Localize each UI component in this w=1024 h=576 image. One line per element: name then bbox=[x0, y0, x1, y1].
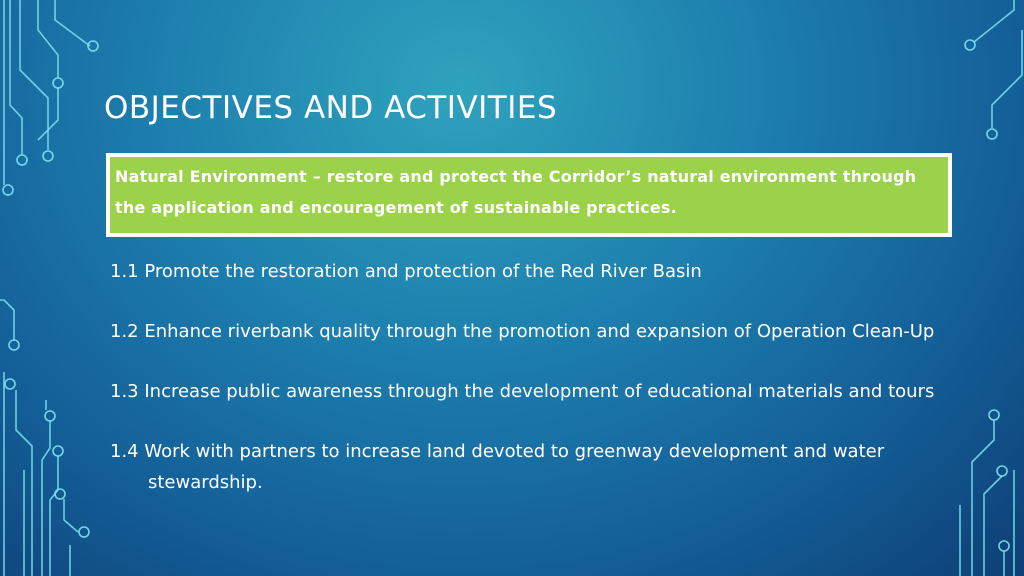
objective-item: 1.4 Work with partners to increase land devoted to greenway development and water stewardship. bbox=[110, 441, 885, 493]
banner-text: Natural Environment – restore and protect the Corridor’s natural environment through the application and encouragement of sustainable practices. bbox=[115, 167, 917, 217]
objective-item: 1.1 Promote the restoration and protection of the Red River Basin bbox=[110, 261, 702, 282]
slide-title: OBJECTIVES AND ACTIVITIES bbox=[104, 90, 558, 126]
objective-item: 1.2 Enhance riverbank quality through the promotion and expansion of Operation Clean-Up bbox=[110, 321, 935, 342]
objective-banner bbox=[106, 153, 952, 237]
circuit-decoration-left-icon bbox=[0, 0, 110, 576]
objective-item: 1.3 Increase public awareness through the development of educational materials and tours bbox=[110, 381, 935, 402]
objectives-list bbox=[110, 256, 970, 498]
